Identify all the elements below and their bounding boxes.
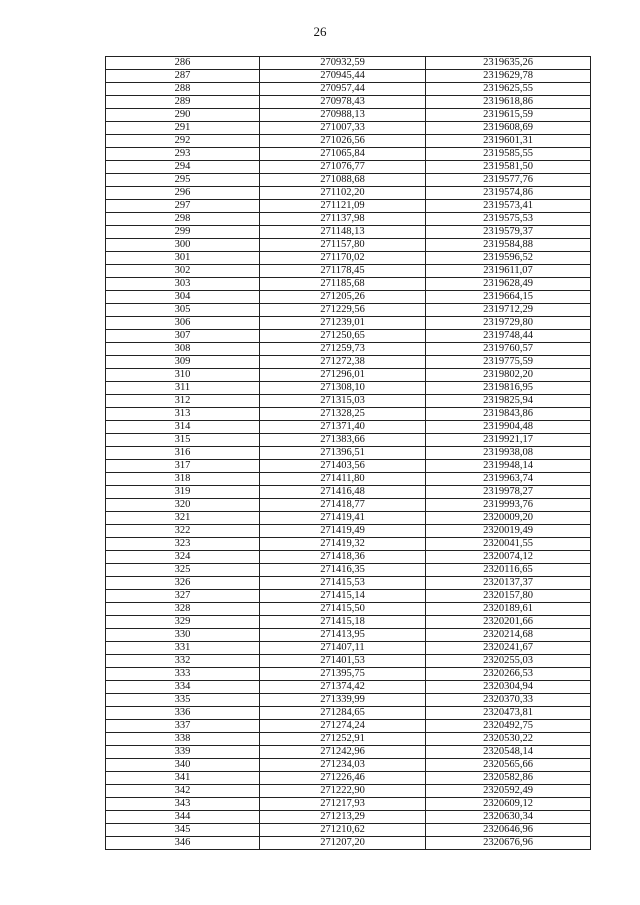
y-coordinate-cell: 2320548,14 (426, 746, 591, 759)
point-number-cell: 310 (106, 369, 260, 382)
x-coordinate-cell: 271148,13 (260, 226, 426, 239)
table-row (106, 590, 591, 603)
table-row (106, 551, 591, 564)
table-row (106, 83, 591, 96)
x-coordinate-cell: 271415,50 (260, 603, 426, 616)
table-row (106, 759, 591, 772)
y-coordinate-cell: 2319904,48 (426, 421, 591, 434)
point-number-cell: 320 (106, 499, 260, 512)
x-coordinate-cell: 271178,45 (260, 265, 426, 278)
point-number-cell: 311 (106, 382, 260, 395)
point-number-cell: 313 (106, 408, 260, 421)
y-coordinate-cell: 2319608,69 (426, 122, 591, 135)
table-row (106, 187, 591, 200)
table-row (106, 434, 591, 447)
y-coordinate-cell: 2319635,26 (426, 57, 591, 70)
point-number-cell: 301 (106, 252, 260, 265)
y-coordinate-cell: 2319625,55 (426, 83, 591, 96)
y-coordinate-cell: 2319585,55 (426, 148, 591, 161)
y-coordinate-cell: 2320266,53 (426, 668, 591, 681)
x-coordinate-cell: 271121,09 (260, 200, 426, 213)
point-number-cell: 327 (106, 590, 260, 603)
point-number-cell: 317 (106, 460, 260, 473)
y-coordinate-cell: 2320582,86 (426, 772, 591, 785)
y-coordinate-cell: 2320074,12 (426, 551, 591, 564)
y-coordinate-cell: 2319664,15 (426, 291, 591, 304)
table-row (106, 421, 591, 434)
table-row (106, 538, 591, 551)
point-number-cell: 297 (106, 200, 260, 213)
point-number-cell: 325 (106, 564, 260, 577)
table-row (106, 395, 591, 408)
point-number-cell: 312 (106, 395, 260, 408)
point-number-cell: 296 (106, 187, 260, 200)
table-row (106, 486, 591, 499)
point-number-cell: 309 (106, 356, 260, 369)
x-coordinate-cell: 271007,33 (260, 122, 426, 135)
table-row (106, 655, 591, 668)
y-coordinate-cell: 2320241,67 (426, 642, 591, 655)
point-number-cell: 316 (106, 447, 260, 460)
y-coordinate-cell: 2320157,80 (426, 590, 591, 603)
y-coordinate-cell: 2320492,75 (426, 720, 591, 733)
x-coordinate-cell: 271396,51 (260, 447, 426, 460)
x-coordinate-cell: 271065,84 (260, 148, 426, 161)
y-coordinate-cell: 2320116,65 (426, 564, 591, 577)
point-number-cell: 293 (106, 148, 260, 161)
y-coordinate-cell: 2320530,22 (426, 733, 591, 746)
y-coordinate-cell: 2320646,96 (426, 824, 591, 837)
table-row (106, 265, 591, 278)
y-coordinate-cell: 2319712,29 (426, 304, 591, 317)
point-number-cell: 287 (106, 70, 260, 83)
point-number-cell: 319 (106, 486, 260, 499)
table-row (106, 603, 591, 616)
y-coordinate-cell: 2320255,03 (426, 655, 591, 668)
y-coordinate-cell: 2319601,31 (426, 135, 591, 148)
table-row (106, 135, 591, 148)
x-coordinate-cell: 271403,56 (260, 460, 426, 473)
x-coordinate-cell: 271259,73 (260, 343, 426, 356)
table-row (106, 733, 591, 746)
x-coordinate-cell: 271170,02 (260, 252, 426, 265)
point-number-cell: 345 (106, 824, 260, 837)
table-row (106, 824, 591, 837)
y-coordinate-cell: 2320019,49 (426, 525, 591, 538)
table-row (106, 174, 591, 187)
table-row (106, 70, 591, 83)
y-coordinate-cell: 2320304,94 (426, 681, 591, 694)
x-coordinate-cell: 271213,29 (260, 811, 426, 824)
table-row (106, 330, 591, 343)
x-coordinate-cell: 271137,98 (260, 213, 426, 226)
point-number-cell: 294 (106, 161, 260, 174)
table-row (106, 512, 591, 525)
x-coordinate-cell: 271226,46 (260, 772, 426, 785)
point-number-cell: 346 (106, 837, 260, 850)
y-coordinate-cell: 2319573,41 (426, 200, 591, 213)
table-row (106, 785, 591, 798)
table-row (106, 382, 591, 395)
y-coordinate-cell: 2319775,59 (426, 356, 591, 369)
point-number-cell: 299 (106, 226, 260, 239)
point-number-cell: 335 (106, 694, 260, 707)
y-coordinate-cell: 2319611,07 (426, 265, 591, 278)
y-coordinate-cell: 2319948,14 (426, 460, 591, 473)
x-coordinate-cell: 271416,35 (260, 564, 426, 577)
table-row (106, 499, 591, 512)
y-coordinate-cell: 2319843,86 (426, 408, 591, 421)
point-number-cell: 344 (106, 811, 260, 824)
x-coordinate-cell: 271217,93 (260, 798, 426, 811)
table-row (106, 408, 591, 421)
table-row (106, 837, 591, 850)
point-number-cell: 302 (106, 265, 260, 278)
y-coordinate-cell: 2319921,17 (426, 434, 591, 447)
table-row (106, 213, 591, 226)
table-row (106, 798, 591, 811)
point-number-cell: 326 (106, 577, 260, 590)
y-coordinate-cell: 2319618,86 (426, 96, 591, 109)
x-coordinate-cell: 271395,75 (260, 668, 426, 681)
point-number-cell: 330 (106, 629, 260, 642)
x-coordinate-cell: 270957,44 (260, 83, 426, 96)
x-coordinate-cell: 271234,03 (260, 759, 426, 772)
x-coordinate-cell: 271411,80 (260, 473, 426, 486)
point-number-cell: 333 (106, 668, 260, 681)
table-row (106, 200, 591, 213)
table-row (106, 148, 591, 161)
table-row (106, 304, 591, 317)
table-row (106, 109, 591, 122)
point-number-cell: 300 (106, 239, 260, 252)
point-number-cell: 303 (106, 278, 260, 291)
table-row (106, 278, 591, 291)
x-coordinate-cell: 271239,01 (260, 317, 426, 330)
x-coordinate-cell: 271401,53 (260, 655, 426, 668)
y-coordinate-cell: 2320609,12 (426, 798, 591, 811)
table-row (106, 460, 591, 473)
y-coordinate-cell: 2319760,57 (426, 343, 591, 356)
x-coordinate-cell: 271222,90 (260, 785, 426, 798)
x-coordinate-cell: 271250,65 (260, 330, 426, 343)
x-coordinate-cell: 271026,56 (260, 135, 426, 148)
x-coordinate-cell: 270988,13 (260, 109, 426, 122)
point-number-cell: 314 (106, 421, 260, 434)
table-row (106, 356, 591, 369)
x-coordinate-cell: 271252,91 (260, 733, 426, 746)
x-coordinate-cell: 271102,20 (260, 187, 426, 200)
x-coordinate-cell: 270945,44 (260, 70, 426, 83)
x-coordinate-cell: 271296,01 (260, 369, 426, 382)
y-coordinate-cell: 2319802,20 (426, 369, 591, 382)
x-coordinate-cell: 271371,40 (260, 421, 426, 434)
table-row (106, 239, 591, 252)
point-number-cell: 291 (106, 122, 260, 135)
y-coordinate-cell: 2319825,94 (426, 395, 591, 408)
table-row (106, 707, 591, 720)
y-coordinate-cell: 2319574,86 (426, 187, 591, 200)
point-number-cell: 337 (106, 720, 260, 733)
point-number-cell: 332 (106, 655, 260, 668)
x-coordinate-cell: 271076,77 (260, 161, 426, 174)
table-row (106, 161, 591, 174)
y-coordinate-cell: 2319729,80 (426, 317, 591, 330)
x-coordinate-cell: 271185,68 (260, 278, 426, 291)
y-coordinate-cell: 2320592,49 (426, 785, 591, 798)
y-coordinate-cell: 2319993,76 (426, 499, 591, 512)
table-row (106, 720, 591, 733)
coordinates-table-body (106, 57, 591, 850)
x-coordinate-cell: 270932,59 (260, 57, 426, 70)
y-coordinate-cell: 2320473,81 (426, 707, 591, 720)
x-coordinate-cell: 271415,14 (260, 590, 426, 603)
table-row (106, 811, 591, 824)
table-row (106, 369, 591, 382)
x-coordinate-cell: 271418,77 (260, 499, 426, 512)
y-coordinate-cell: 2320201,66 (426, 616, 591, 629)
point-number-cell: 334 (106, 681, 260, 694)
x-coordinate-cell: 271315,03 (260, 395, 426, 408)
table-row (106, 57, 591, 70)
y-coordinate-cell: 2319596,52 (426, 252, 591, 265)
x-coordinate-cell: 271274,24 (260, 720, 426, 733)
y-coordinate-cell: 2319816,95 (426, 382, 591, 395)
y-coordinate-cell: 2319579,37 (426, 226, 591, 239)
x-coordinate-cell: 271419,49 (260, 525, 426, 538)
y-coordinate-cell: 2319577,76 (426, 174, 591, 187)
table-row (106, 668, 591, 681)
point-number-cell: 341 (106, 772, 260, 785)
point-number-cell: 308 (106, 343, 260, 356)
x-coordinate-cell: 271272,38 (260, 356, 426, 369)
y-coordinate-cell: 2320137,37 (426, 577, 591, 590)
y-coordinate-cell: 2320041,55 (426, 538, 591, 551)
table-row (106, 226, 591, 239)
point-number-cell: 307 (106, 330, 260, 343)
point-number-cell: 304 (106, 291, 260, 304)
x-coordinate-cell: 271308,10 (260, 382, 426, 395)
y-coordinate-cell: 2319978,27 (426, 486, 591, 499)
table-row (106, 642, 591, 655)
y-coordinate-cell: 2319581,50 (426, 161, 591, 174)
point-number-cell: 305 (106, 304, 260, 317)
x-coordinate-cell: 271284,65 (260, 707, 426, 720)
x-coordinate-cell: 271418,36 (260, 551, 426, 564)
table-row (106, 447, 591, 460)
table-row (106, 564, 591, 577)
point-number-cell: 298 (106, 213, 260, 226)
point-number-cell: 343 (106, 798, 260, 811)
point-number-cell: 290 (106, 109, 260, 122)
table-row (106, 772, 591, 785)
x-coordinate-cell: 271229,56 (260, 304, 426, 317)
point-number-cell: 338 (106, 733, 260, 746)
x-coordinate-cell: 271207,20 (260, 837, 426, 850)
point-number-cell: 328 (106, 603, 260, 616)
y-coordinate-cell: 2320370,33 (426, 694, 591, 707)
y-coordinate-cell: 2320676,96 (426, 837, 591, 850)
table-row (106, 694, 591, 707)
x-coordinate-cell: 271415,18 (260, 616, 426, 629)
page-number: 26 (313, 24, 327, 39)
y-coordinate-cell: 2319629,78 (426, 70, 591, 83)
x-coordinate-cell: 271419,32 (260, 538, 426, 551)
point-number-cell: 340 (106, 759, 260, 772)
y-coordinate-cell: 2319938,08 (426, 447, 591, 460)
point-number-cell: 339 (106, 746, 260, 759)
point-number-cell: 331 (106, 642, 260, 655)
x-coordinate-cell: 271328,25 (260, 408, 426, 421)
table-row (106, 746, 591, 759)
point-number-cell: 286 (106, 57, 260, 70)
point-number-cell: 306 (106, 317, 260, 330)
x-coordinate-cell: 271407,11 (260, 642, 426, 655)
x-coordinate-cell: 271413,95 (260, 629, 426, 642)
x-coordinate-cell: 271374,42 (260, 681, 426, 694)
table-row (106, 252, 591, 265)
point-number-cell: 321 (106, 512, 260, 525)
y-coordinate-cell: 2320214,68 (426, 629, 591, 642)
y-coordinate-cell: 2319575,53 (426, 213, 591, 226)
point-number-cell: 323 (106, 538, 260, 551)
x-coordinate-cell: 271242,96 (260, 746, 426, 759)
table-row (106, 577, 591, 590)
table-row (106, 616, 591, 629)
y-coordinate-cell: 2320630,34 (426, 811, 591, 824)
x-coordinate-cell: 271419,41 (260, 512, 426, 525)
point-number-cell: 292 (106, 135, 260, 148)
x-coordinate-cell: 271383,66 (260, 434, 426, 447)
table-row (106, 343, 591, 356)
table-row (106, 473, 591, 486)
x-coordinate-cell: 271088,68 (260, 174, 426, 187)
table-row (106, 96, 591, 109)
table-row (106, 291, 591, 304)
x-coordinate-cell: 271210,62 (260, 824, 426, 837)
point-number-cell: 324 (106, 551, 260, 564)
x-coordinate-cell: 271416,48 (260, 486, 426, 499)
x-coordinate-cell: 271339,99 (260, 694, 426, 707)
y-coordinate-cell: 2319748,44 (426, 330, 591, 343)
y-coordinate-cell: 2320009,20 (426, 512, 591, 525)
table-row (106, 525, 591, 538)
table-row (106, 122, 591, 135)
table-row (106, 681, 591, 694)
point-number-cell: 336 (106, 707, 260, 720)
point-number-cell: 329 (106, 616, 260, 629)
x-coordinate-cell: 270978,43 (260, 96, 426, 109)
point-number-cell: 315 (106, 434, 260, 447)
x-coordinate-cell: 271157,80 (260, 239, 426, 252)
y-coordinate-cell: 2319628,49 (426, 278, 591, 291)
table-row (106, 629, 591, 642)
table-row (106, 317, 591, 330)
y-coordinate-cell: 2319584,88 (426, 239, 591, 252)
y-coordinate-cell: 2319615,59 (426, 109, 591, 122)
coordinates-table (105, 56, 591, 850)
point-number-cell: 322 (106, 525, 260, 538)
point-number-cell: 342 (106, 785, 260, 798)
point-number-cell: 295 (106, 174, 260, 187)
y-coordinate-cell: 2320565,66 (426, 759, 591, 772)
y-coordinate-cell: 2319963,74 (426, 473, 591, 486)
point-number-cell: 289 (106, 96, 260, 109)
y-coordinate-cell: 2320189,61 (426, 603, 591, 616)
x-coordinate-cell: 271205,26 (260, 291, 426, 304)
point-number-cell: 318 (106, 473, 260, 486)
point-number-cell: 288 (106, 83, 260, 96)
x-coordinate-cell: 271415,53 (260, 577, 426, 590)
